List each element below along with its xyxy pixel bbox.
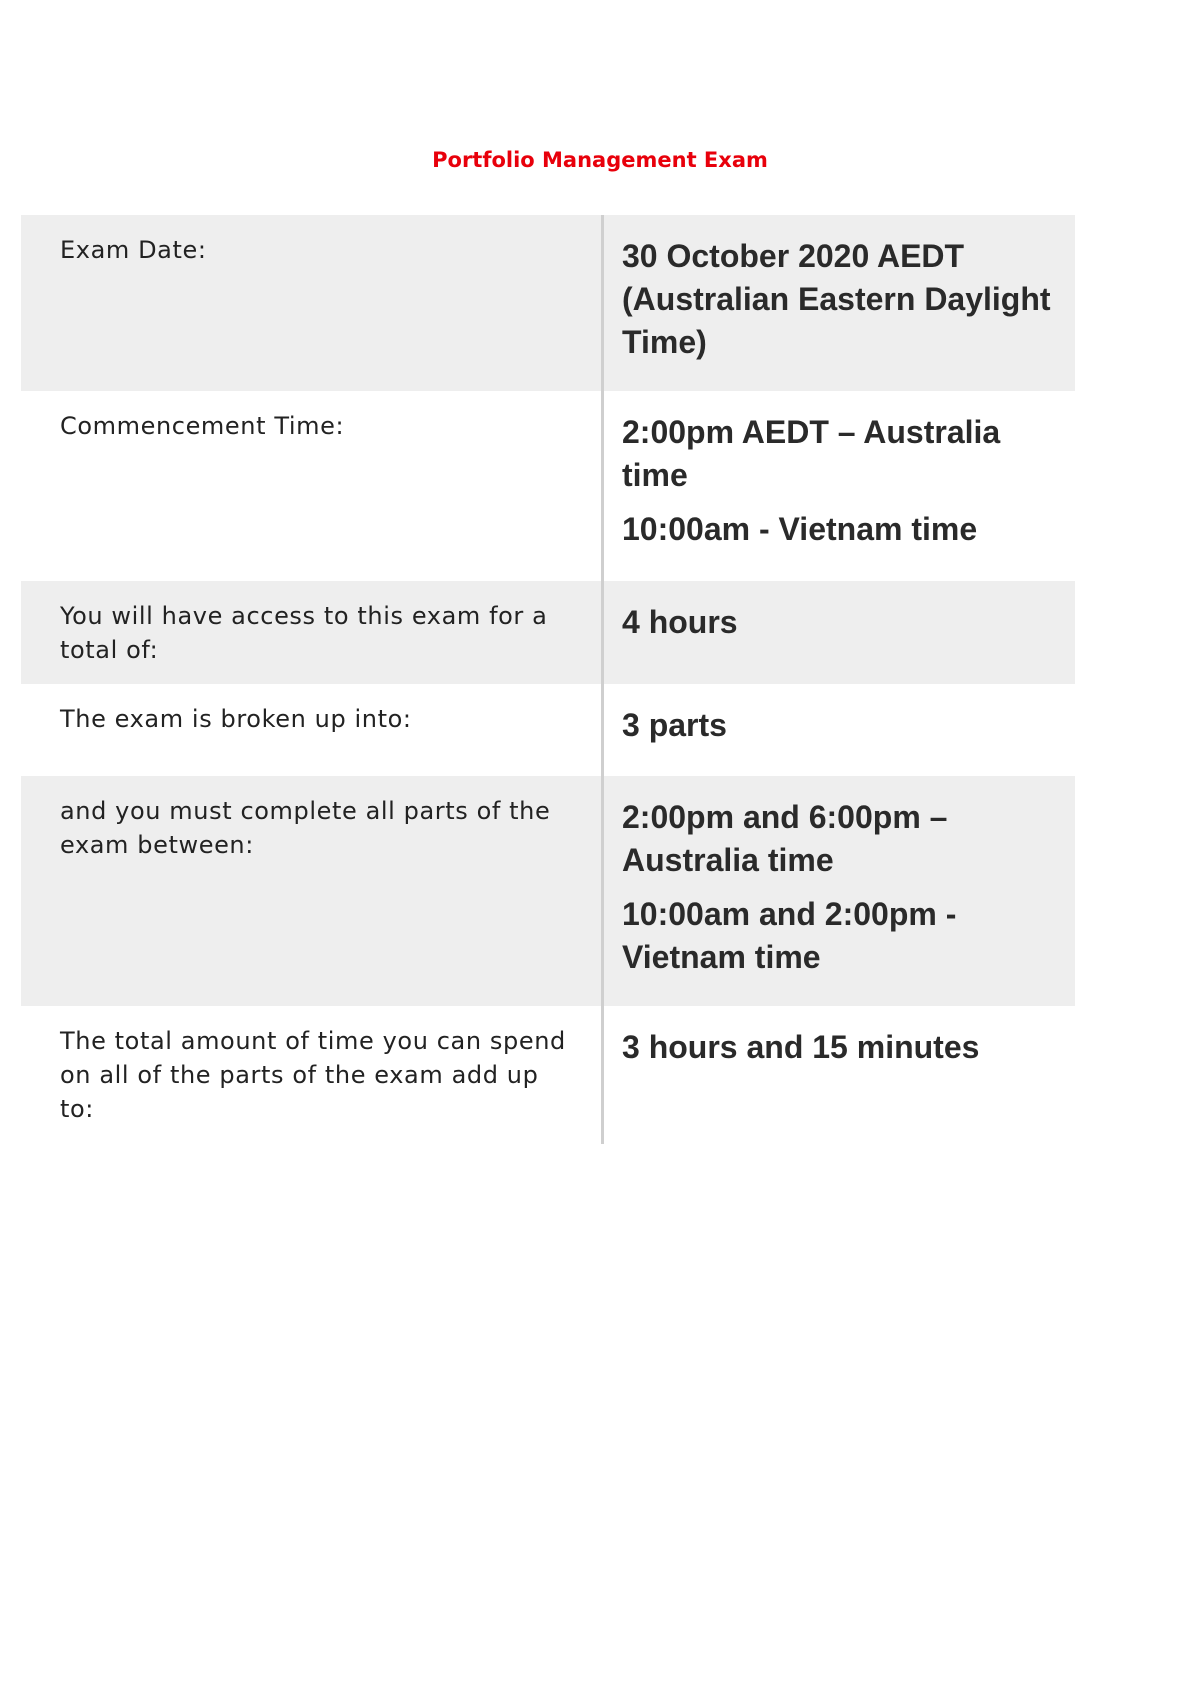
- document-title: Portfolio Management Exam: [432, 148, 768, 172]
- value-line: 3 parts: [622, 707, 727, 743]
- exam-info-table: [21, 215, 1075, 1144]
- table-row-exam-parts: [21, 684, 1075, 776]
- table-row-completion-window: [21, 776, 1075, 1006]
- row-label: and you must complete all parts of the exam between:: [21, 776, 604, 1006]
- value-line: 10:00am - Vietnam time: [622, 511, 978, 547]
- value-line: 2:00pm AEDT – Australia time: [622, 414, 1001, 493]
- table-row-total-time: [21, 1006, 1075, 1144]
- row-value: [604, 215, 1075, 391]
- row-value: [604, 684, 1075, 776]
- value-line: 2:00pm and 6:00pm – Australia time: [622, 799, 948, 878]
- row-value: [604, 1006, 1075, 1144]
- value-line: 30 October 2020 AEDT (Australian Eastern Daylight Time): [622, 238, 1051, 360]
- row-label: Commencement Time:: [21, 391, 604, 581]
- row-label: The exam is broken up into:: [21, 684, 604, 776]
- table-row-access-duration: [21, 581, 1075, 684]
- value-line: 4 hours: [622, 604, 738, 640]
- row-value: [604, 581, 1075, 684]
- value-line: 10:00am and 2:00pm -Vietnam time: [622, 896, 957, 975]
- value-line: 3 hours and 15 minutes: [622, 1029, 980, 1065]
- table-row-commencement-time: [21, 391, 1075, 581]
- row-value: [604, 391, 1075, 581]
- table-row-exam-date: [21, 215, 1075, 391]
- row-label: You will have access to this exam for a total of:: [21, 581, 604, 684]
- row-label: Exam Date:: [21, 215, 604, 391]
- row-value: [604, 776, 1075, 1006]
- row-label: The total amount of time you can spend on all of the parts of the exam add up to:: [21, 1006, 604, 1144]
